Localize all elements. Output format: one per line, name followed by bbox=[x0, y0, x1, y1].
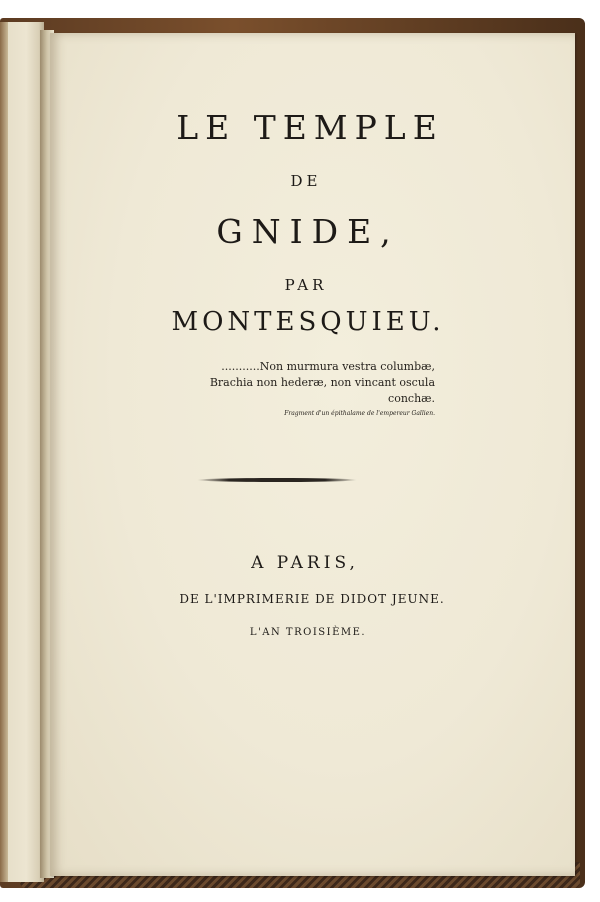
epigraph-source: Fragment d'un épithalame de l'empereur Gallien. bbox=[284, 410, 435, 417]
title-par: PAR bbox=[284, 276, 328, 294]
imprint-year: L'AN TROISIÈME. bbox=[249, 627, 367, 638]
ornamental-rule bbox=[197, 478, 357, 482]
left-binding-edge bbox=[0, 22, 8, 882]
epigraph-line-1: ...........Non murmura vestra columbæ, bbox=[221, 360, 435, 373]
title-line-2: GNIDE, bbox=[216, 212, 400, 251]
imprint-printer: DE L'IMPRIMERIE DE DIDOT JEUNE. bbox=[179, 592, 445, 606]
epigraph-line-2: Brachia non hederæ, non vincant oscula conchæ. bbox=[209, 376, 435, 405]
title-line-1: LE TEMPLE bbox=[176, 108, 444, 147]
title-de: DE bbox=[290, 172, 322, 190]
epigraph bbox=[185, 359, 435, 419]
author-name: MONTESQUIEU. bbox=[171, 307, 445, 337]
title-page bbox=[50, 33, 575, 876]
imprint-city: A PARIS, bbox=[251, 553, 359, 573]
